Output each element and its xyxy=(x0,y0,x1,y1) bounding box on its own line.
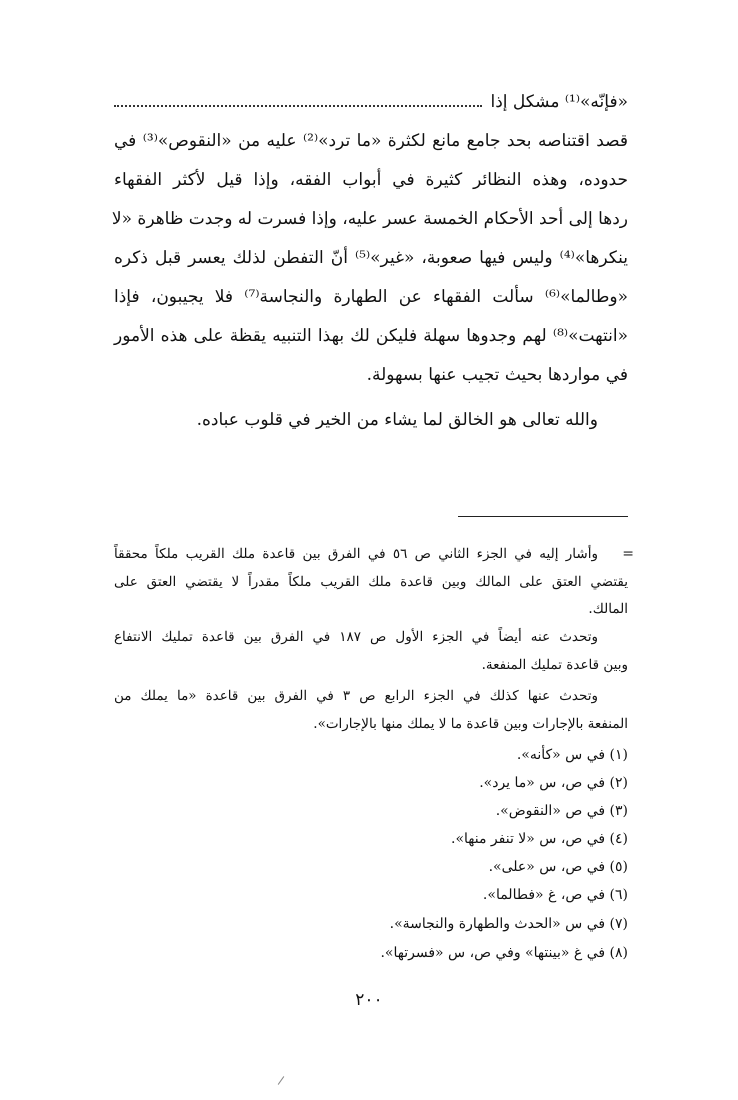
main-text-line: «انتهت»⁽⁸⁾ لهم وجدوها سهلة فليكن لك بهذا التنبيه يقظة على هذه الأمور xyxy=(114,326,628,346)
main-text-line: «وطالما»⁽⁶⁾ سألت الفقهاء عن الطهارة والنجاسة⁽⁷⁾ فلا يجيبون، فإذا xyxy=(114,287,628,307)
footnote-note: (٥) في ص، س «على». xyxy=(488,859,628,875)
footnote-line: وتحدث عنها كذلك في الجزء الرابع ص ٣ في الفرق بين قاعدة «ما يملك من xyxy=(114,688,598,704)
footnote-note: (٧) في س «الحدث والطهارة والنجاسة». xyxy=(389,916,628,932)
continuation-mark: = xyxy=(622,546,634,562)
footnote-line: المنفعة بالإجارات وبين قاعدة ما لا يملك منها بالإجارات». xyxy=(313,716,628,732)
main-text-line: ردها إلى أحد الأحكام الخمسة عسر عليه، وإذا فسرت له وجدت ظاهرة «لا xyxy=(111,209,628,229)
page-number: ٢٠٠ xyxy=(355,990,383,1010)
main-text-line: «فإنّه»⁽¹⁾ مشكل إذا xyxy=(490,92,628,112)
footnote-note: (٢) في ص، س «ما يرد». xyxy=(479,775,628,791)
main-text-first-line xyxy=(114,88,628,116)
footnote-separator xyxy=(458,516,628,517)
footnote-note: (١) في س «كأنه». xyxy=(516,747,628,763)
footnote-line: وأشار إليه في الجزء الثاني ص ٥٦ في الفرق بين قاعدة ملك القريب ملكاً محققاً xyxy=(114,546,598,562)
main-text-line: ينكرها»⁽⁴⁾ وليس فيها صعوبة، «غير»⁽⁵⁾ أنّ التفطن لذلك يعسر قبل ذكره xyxy=(114,248,628,268)
scan-artifact xyxy=(278,1076,285,1085)
footnote-note: (٦) في ص، غ «فطالما». xyxy=(482,887,628,903)
dotted-leader xyxy=(114,105,482,107)
main-text-line: قصد اقتناصه بحد جامع مانع لكثرة «ما ترد»⁽²⁾ عليه من «النقوص»⁽³⁾ في xyxy=(114,131,628,151)
footnote-line: المالك. xyxy=(588,601,628,617)
footnote-note: (٤) في ص، س «لا تنفر منها». xyxy=(451,831,628,847)
closing-sentence: والله تعالى هو الخالق لما يشاء من الخير في قلوب عباده. xyxy=(196,410,598,430)
footnote-line: وبين قاعدة تمليك المنفعة. xyxy=(481,657,628,673)
main-text-line: حدوده، وهذه النظائر كثيرة في أبواب الفقه، وإذا قيل لأكثر الفقهاء xyxy=(114,170,628,190)
main-text-line: في مواردها بحيث تجيب عنها بسهولة. xyxy=(366,365,628,385)
footnote-line: وتحدث عنه أيضاً في الجزء الأول ص ١٨٧ في الفرق بين قاعدة تمليك الانتفاع xyxy=(114,629,598,645)
footnote-note: (٣) في ص «النقوض». xyxy=(495,803,628,819)
footnote-note: (٨) في غ «بينتها» وفي ص، س «فسرتها». xyxy=(380,945,628,961)
footnote-line: يقتضي العتق على المالك وبين قاعدة ملك القريب ملكاً مقدراً لا يقتضي العتق على xyxy=(114,574,628,590)
